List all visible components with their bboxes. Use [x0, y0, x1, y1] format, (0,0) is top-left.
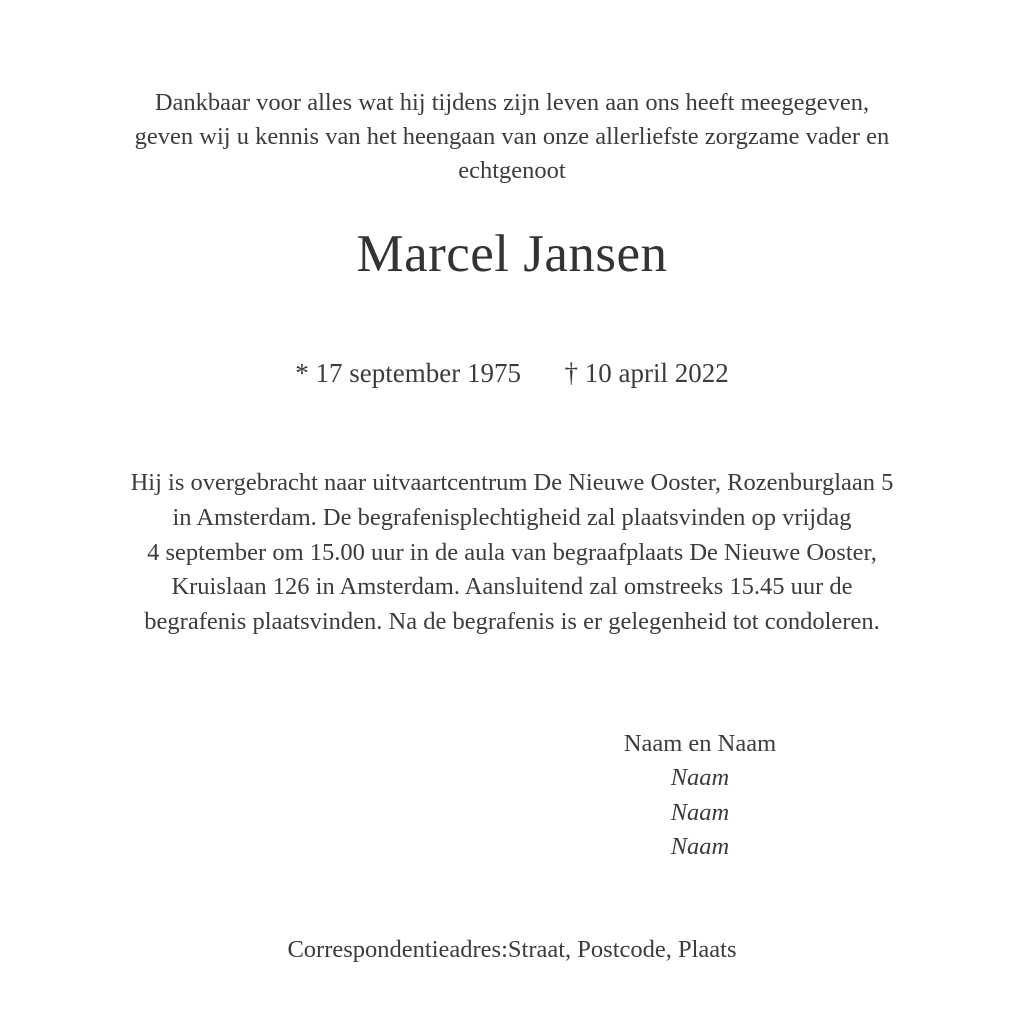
funeral-details-line-2: in Amsterdam. De begrafenisplechtigheid zal plaatsvinden op vrijdag [172, 503, 852, 531]
birth-date: * 17 september 1975 [295, 358, 521, 388]
intro-line-1: Dankbaar voor alles wat hij tijdens zijn leven aan ons heeft meegegeven, [154, 89, 870, 116]
signature-block [430, 727, 970, 864]
signature-line-4: Naam [670, 832, 730, 860]
intro-line-2: geven wij u kennis van het heengaan van onze allerliefste zorgzame vader en [134, 122, 890, 150]
correspondence-address: Correspondentieadres:Straat, Postcode, Plaats [287, 936, 737, 963]
signature-line-3: Naam [670, 798, 730, 826]
funeral-details-line-3: 4 september om 15.00 uur in de aula van begraafplaats De Nieuwe Ooster, [147, 538, 877, 566]
deceased-name: Marcel Jansen [356, 225, 668, 283]
intro-paragraph [52, 86, 972, 187]
funeral-details-line-4: Kruislaan 126 in Amsterdam. Aansluitend zal omstreeks 15.45 uur de [171, 573, 853, 601]
life-dates [52, 358, 972, 389]
funeral-details-line-1: Hij is overgebracht naar uitvaartcentrum De Nieuwe Ooster, Rozenburglaan 5 [130, 469, 894, 496]
signature-line-1: Naam en Naam [623, 730, 777, 757]
funeral-details [52, 466, 972, 640]
signature-line-2: Naam [670, 764, 730, 792]
death-date: † 10 april 2022 [564, 358, 729, 388]
intro-line-3: echtgenoot [458, 156, 566, 184]
funeral-details-line-5: begrafenis plaatsvinden. Na de begrafenis is er gelegenheid tot condoleren. [144, 608, 880, 636]
